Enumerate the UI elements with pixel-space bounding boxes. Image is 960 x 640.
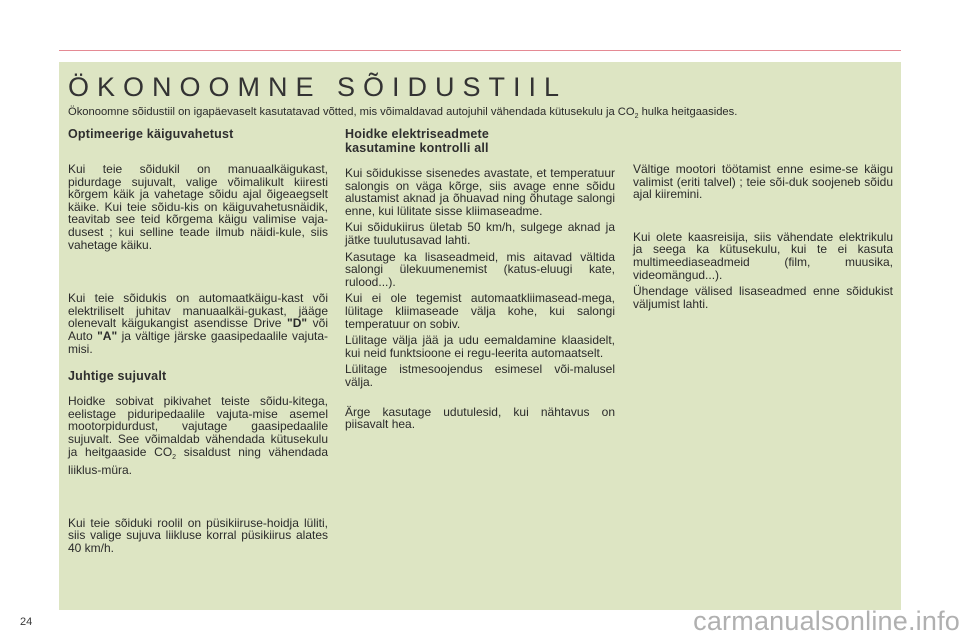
paragraph-seat-heating: Lülitage istmesoojendus esimesel või-malusel välja. — [345, 362, 615, 389]
section-heading-smooth-driving: Juhtige sujuvalt — [68, 369, 167, 384]
column-left — [68, 122, 328, 554]
paragraph-fog-lights: Ärge kasutage udutulesid, kui nähtavus on piisavalt hea. — [345, 404, 615, 432]
paragraph-engine-idle: Vältige mootori töötamist enne esime-se käigu valimist (eriti talvel) ; teie sõi-duk soojeneb sõidu ajal kiiremini. — [633, 162, 893, 202]
section-heading-gear: Optimeerige käiguvahetust — [68, 127, 234, 141]
top-divider — [59, 50, 901, 51]
column-right — [633, 163, 893, 310]
paragraph-accessories: Kasutage ka lisaseadmeid, mis aitavad vältida salongi ülekuumenemist (katus-eluugi kate, rulood...). — [345, 249, 615, 289]
column-middle — [345, 122, 615, 431]
paragraph-close-windows: Kui sõidukiirus ületab 50 km/h, sulgege aknad ja jätke tuulutusavad lahti. — [345, 220, 615, 247]
page-title: ÖKONOOMNE SÕIDUSTIIL — [68, 72, 568, 102]
paragraph-manual-gearbox: Kui teie sõidukil on manuaalkäigukast, pidurdage sujuvalt, valige võimalikult kiiresti kõrgem käik ja vahetage sõidu ajal õigeaegselt käike. Kui teie sõidu-kis on käiguvahetusnäidik, teavitab see teid kõrgema käigu valimise vaja-dusest ; kui selline teade ilmub näidi-kule, siis vahetage käiku. — [68, 162, 328, 252]
paragraph-disconnect-devices: Ühendage välised lisaseadmed enne sõidukist väljumist lahti. — [633, 284, 893, 311]
paragraph-automatic-gearbox: Kui teie sõidukis on automaatkäigu-kast või elektriliselt juhitav manuaalkäi-gukast, jääge olenevalt käigukangist asendisse Drive "D" või Auto "A" ja vältige järske gaasipedaalile vajuta-misi. — [68, 291, 328, 356]
paragraph-hot-cabin: Kui sõidukisse sisenedes avastate, et temperatuur salongis on väga kõrge, siis avage enne sõidu alustamist aknad ja õhuavad ning õhutage salongi enne, kui lülitate sisse kliimaseadme. — [345, 166, 615, 218]
paragraph-defrost: Lülitage välja jää ja udu eemaldamine klaasidelt, kui neid funktsioone ei regu-leerita automaatselt. — [345, 333, 615, 360]
paragraph-passenger-multimedia: Kui olete kaasreisija, siis vähendate elektrikulu ja seega ka kütusekulu, kui te ei kasuta multimeediaseadmeid (film, muusika, videomängud...). — [633, 229, 893, 282]
paragraph-air-conditioning: Kui ei ole tegemist automaatkliimasead-mega, lülitage kliimaseade välja kohe, kui salongi temperatuur on sobiv. — [345, 291, 615, 331]
page-number: 24 — [20, 616, 33, 628]
watermark-text: carmanualsonline.info — [693, 606, 960, 636]
paragraph-cruise-control: Kui teie sõiduki roolil on püsikiiruse-hoidja lüliti, siis valige sujuva liikluse korral püsikiirus alates 40 km/h. — [68, 515, 328, 555]
intro-text: Ökonoomne sõidustiil on igapäevaselt kasutatavad võtted, mis võimaldavad autojuhil vähendada kütusekulu ja $CO_2$ hulka heitgaasides. — [68, 106, 738, 120]
section-heading-electrical: Hoidke elektriseadmete kasutamine kontrolli all — [345, 127, 490, 155]
paragraph-smooth-driving: Hoidke sobivat pikivahet teiste sõidu-kitega, eelistage piduripedaalile vajuta-mise asemel mootorpidurdust, vajutage gaasipedaalile sujuvalt. See võimaldab vähendada kütusekulu ja heitgaaside $CO_2$ sisaldust ning vähendada liiklus-müra. — [68, 394, 328, 478]
